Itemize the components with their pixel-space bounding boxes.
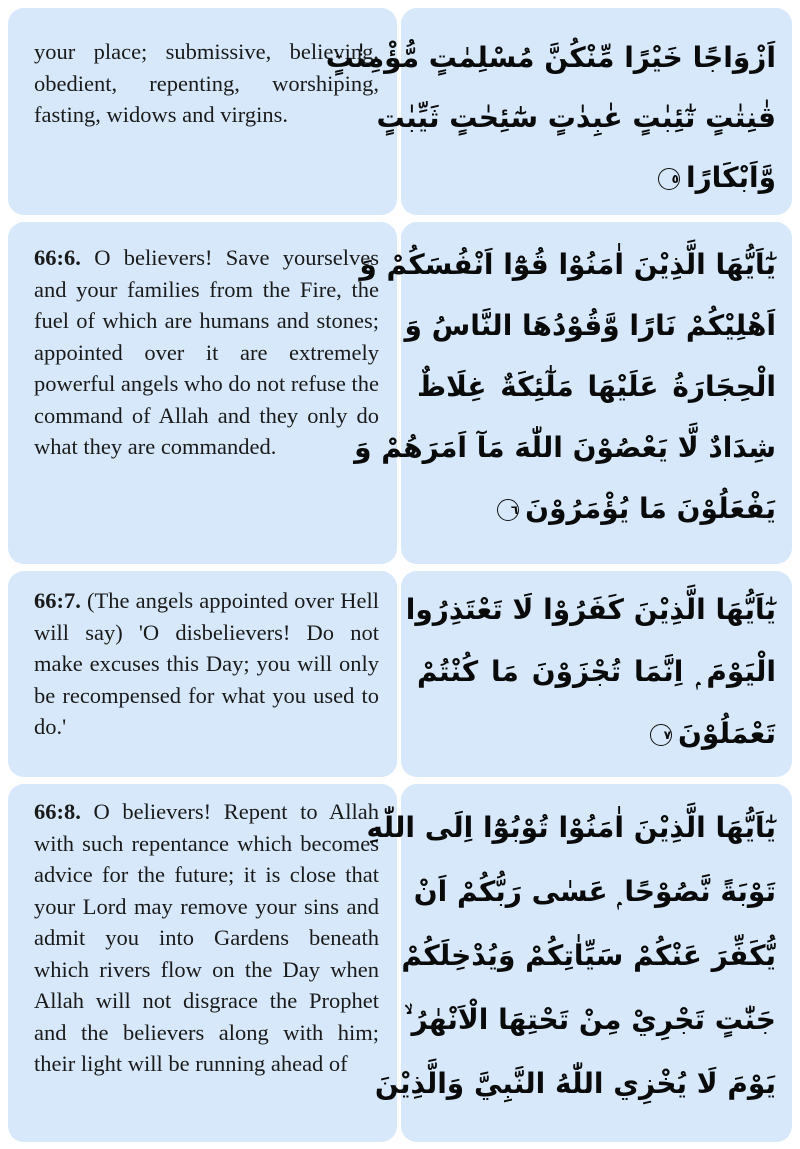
arabic-verse	[366, 784, 792, 1116]
arabic-line: جَنّٰتٍ تَجْرِيْ مِنْ تَحْتِهَا الْاَنْهٰرُ ۙ	[404, 1003, 776, 1036]
translation-text	[8, 784, 397, 1080]
arabic-line: الْحِجَارَةُ عَلَيْهَا مَلٰٓئِكَةٌ غِلَاظٌ	[417, 370, 776, 403]
arabic-line: تَوْبَةً نَّصُوْحًا ۭ عَسٰى رَبُّكُمْ اَنْ	[413, 875, 776, 908]
arabic-line: يَوْمَ لَا يُخْزِي اللّٰهُ النَّبِيَّ وَالَّذِيْنَ	[374, 1067, 776, 1100]
arabic-cell	[325, 8, 792, 215]
translation-body: O believers! Save yourselves and your families from the Fire, the fuel of which are humans and stones; appointed over it are extremely powerful angels who do not refuse the command of Allah and they only do what they are commanded.	[34, 245, 380, 459]
arabic-line: اَزْوَاجًا خَيْرًا مِّنْكُنَّ مُسْلِمٰتٍ مُّؤْمِنٰتٍ	[325, 41, 776, 74]
arabic-line: اَهْلِيْكُمْ نَارًا وَّقُوْدُهَا النَّاسُ وَ	[404, 309, 776, 342]
arabic-verse	[325, 8, 792, 208]
translation-body: (The angels appointed over Hell will say) 'O disbelievers! Do not make excuses this Day; you will only be recompensed for what you used to do.'	[34, 588, 380, 739]
translation-cell	[8, 571, 397, 777]
arabic-line: شِدَادٌ لَّا يَعْصُوْنَ اللّٰهَ مَآ اَمَرَهُمْ وَ	[354, 431, 776, 464]
arabic-line-text: وَّاَبْكَارًا	[685, 161, 776, 194]
translation-body: O believers! Repent to Allah with such repentance which becomes advice for the future; it is close that your Lord may remove your sins and admit you into Gardens beneath which rivers flow on the Day when Allah will not disgrace the Prophet and the believers along with him; their light will be running ahead of	[34, 799, 379, 1076]
translation-cell	[8, 222, 397, 564]
ayah-number-marker: ٥	[658, 168, 680, 190]
ayah-number-marker: ٧	[650, 724, 672, 746]
translation-text	[8, 571, 397, 743]
arabic-line: يٰٓاَيُّهَا الَّذِيْنَ اٰمَنُوْا تُوْبُوْٓا اِلَى اللّٰهِ	[366, 811, 776, 844]
verse-reference: 66:7.	[34, 588, 81, 613]
arabic-line: قٰنِتٰتٍ تٰٓئِبٰتٍ عٰبِدٰتٍ سٰٓئِحٰتٍ ثَيِّبٰتٍ	[376, 101, 776, 134]
arabic-line-last	[417, 703, 776, 765]
arabic-line-last	[417, 148, 776, 208]
arabic-line-text: تَعْمَلُوْنَ	[678, 717, 776, 750]
arabic-line: يٰٓاَيُّهَا الَّذِيْنَ كَفَرُوْا لَا تَعْتَذِرُوا	[405, 593, 776, 626]
verse-reference: 66:6.	[34, 245, 81, 270]
arabic-cell	[354, 222, 792, 564]
arabic-line: الْيَوْمَ ۭ اِنَّمَا تُجْزَوْنَ مَا كُنْتُمْ	[417, 655, 776, 688]
ayah-number-marker: ٦	[497, 499, 519, 521]
verse-reference: 66:8.	[34, 799, 81, 824]
arabic-line-last	[417, 478, 776, 539]
arabic-line-text: يَفْعَلُوْنَ مَا يُؤْمَرُوْنَ	[525, 492, 776, 525]
translation-text	[8, 222, 397, 463]
arabic-verse	[354, 222, 792, 539]
translation-cell	[8, 784, 397, 1142]
translation-body: your place; submissive, believing, obedient, repenting, worshiping, fasting, widows and virgins.	[34, 39, 379, 127]
arabic-cell	[366, 784, 792, 1142]
arabic-line: يُّكَفِّرَ عَنْكُمْ سَيِّاٰتِكُمْ وَيُدْخِلَكُمْ	[401, 939, 776, 972]
arabic-verse	[401, 571, 792, 765]
arabic-cell	[401, 571, 792, 777]
arabic-line: يٰٓاَيُّهَا الَّذِيْنَ اٰمَنُوْا قُوْٓا اَنْفُسَكُمْ وَ	[359, 248, 776, 281]
